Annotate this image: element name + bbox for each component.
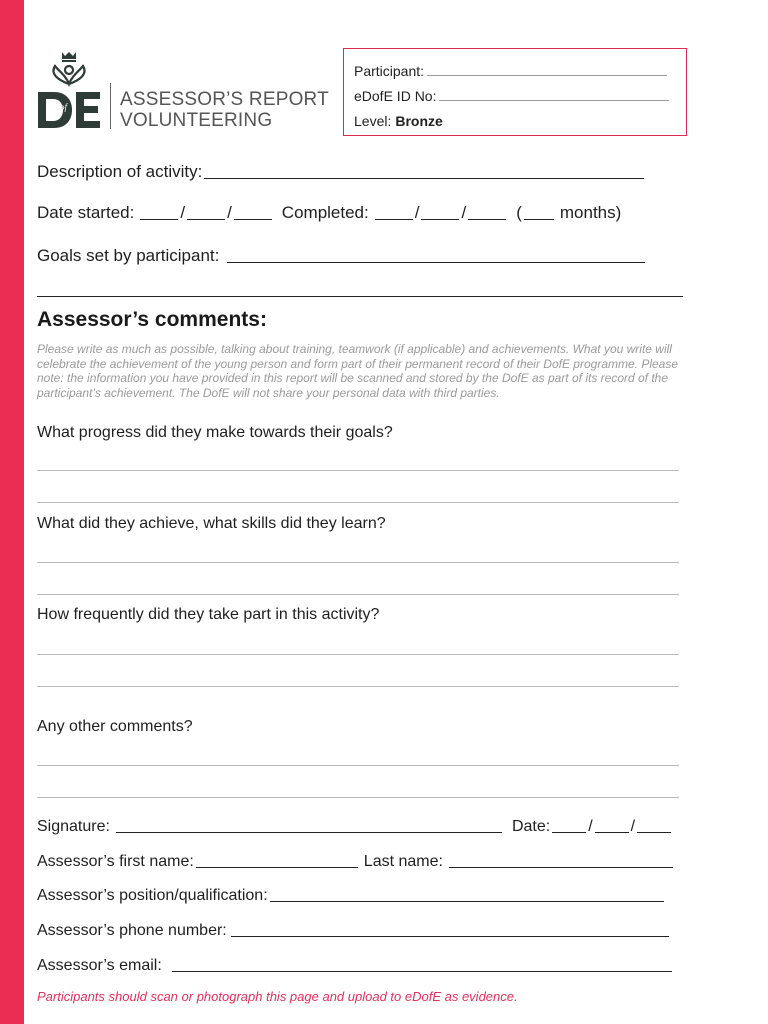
privacy-note: Please write as much as possible, talking about training, teamwork (if applicable) and achievements. What you write will celebrate the achievement of the young person and form part of their permanent record of their DofE programme. Please note: the information you have provided in this report will be scanned and stored by the DofE as part of its record of the participant’s achievement. The DofE will not share your personal data with third parties. bbox=[37, 342, 679, 400]
goals-field-line2[interactable] bbox=[37, 296, 683, 297]
answer-line[interactable] bbox=[37, 562, 679, 563]
level-label: Level: bbox=[354, 113, 392, 129]
goals-field[interactable] bbox=[227, 262, 645, 263]
phone-field[interactable] bbox=[231, 936, 669, 937]
date-separator: / bbox=[414, 203, 420, 222]
date-label: Date: bbox=[511, 818, 551, 835]
date-separator: / bbox=[461, 203, 467, 222]
accent-sidebar bbox=[0, 0, 24, 1024]
report-title bbox=[120, 89, 329, 131]
signature-date-year[interactable] bbox=[637, 832, 671, 833]
participant-field[interactable] bbox=[427, 75, 667, 76]
date-started-year[interactable] bbox=[234, 219, 272, 220]
question-frequency: How frequently did they take part in this activity? bbox=[37, 606, 380, 623]
completed-label: Completed: bbox=[281, 203, 369, 222]
assessor-comments-heading: Assessor’s comments: bbox=[37, 308, 267, 331]
email-label: Assessor’s email: bbox=[37, 957, 162, 974]
months-field[interactable] bbox=[524, 219, 554, 220]
phone-row bbox=[37, 922, 671, 940]
date-separator: / bbox=[227, 203, 232, 222]
names-row bbox=[37, 853, 675, 871]
report-title-line1: ASSESSOR’S REPORT bbox=[120, 89, 329, 110]
position-label: Assessor’s position/qualification: bbox=[37, 887, 268, 904]
edofe-id-field[interactable] bbox=[439, 100, 669, 101]
answer-line[interactable] bbox=[37, 594, 679, 595]
position-row bbox=[37, 887, 666, 905]
date-started-day[interactable] bbox=[140, 219, 178, 220]
answer-line[interactable] bbox=[37, 654, 679, 655]
signature-date-month[interactable] bbox=[595, 832, 629, 833]
participant-label: Participant: bbox=[354, 63, 425, 79]
answer-line[interactable] bbox=[37, 765, 679, 766]
dofe-logo bbox=[36, 50, 102, 130]
last-name-label: Last name: bbox=[363, 853, 443, 870]
question-other: Any other comments? bbox=[37, 718, 193, 735]
date-started-month[interactable] bbox=[187, 219, 225, 220]
date-separator: / bbox=[180, 203, 186, 222]
signature-field[interactable] bbox=[116, 832, 502, 833]
edofe-id-label: eDofE ID No: bbox=[354, 88, 437, 104]
date-separator: / bbox=[630, 818, 636, 835]
report-title-line2: VOLUNTEERING bbox=[120, 110, 273, 131]
answer-line[interactable] bbox=[37, 797, 679, 798]
level-row bbox=[354, 113, 443, 129]
goals-row bbox=[37, 246, 647, 266]
footer-instruction: Participants should scan or photograph this page and upload to eDofE as evidence. bbox=[37, 989, 518, 1004]
description-field[interactable] bbox=[204, 178, 644, 179]
signature-row bbox=[37, 818, 673, 836]
first-name-label: Assessor’s first name: bbox=[37, 853, 194, 870]
date-started-label: Date started: bbox=[37, 203, 135, 222]
level-value: Bronze bbox=[395, 113, 443, 129]
completed-month[interactable] bbox=[421, 219, 459, 220]
dates-row bbox=[37, 203, 621, 223]
answer-line[interactable] bbox=[37, 686, 679, 687]
logo-divider bbox=[110, 83, 111, 129]
participant-info-box bbox=[343, 48, 687, 136]
question-achievements: What did they achieve, what skills did they learn? bbox=[37, 515, 386, 532]
email-row bbox=[37, 957, 674, 975]
answer-line[interactable] bbox=[37, 502, 679, 503]
edofe-id-row bbox=[354, 88, 669, 104]
months-open-paren: ( bbox=[516, 203, 522, 222]
phone-label: Assessor’s phone number: bbox=[37, 922, 227, 939]
completed-year[interactable] bbox=[468, 219, 506, 220]
email-field[interactable] bbox=[172, 971, 672, 972]
position-field[interactable] bbox=[270, 901, 664, 902]
description-label: Description of activity: bbox=[37, 162, 203, 181]
participant-row bbox=[354, 63, 667, 79]
answer-line[interactable] bbox=[37, 470, 679, 471]
first-name-field[interactable] bbox=[196, 867, 358, 868]
svg-text:of: of bbox=[60, 102, 68, 112]
months-label: months) bbox=[559, 203, 622, 222]
completed-day[interactable] bbox=[375, 219, 413, 220]
signature-date-day[interactable] bbox=[552, 832, 586, 833]
signature-label: Signature: bbox=[37, 818, 110, 835]
last-name-field[interactable] bbox=[449, 867, 673, 868]
description-row bbox=[37, 162, 646, 182]
date-separator: / bbox=[588, 818, 593, 835]
question-progress: What progress did they make towards their goals? bbox=[37, 424, 393, 441]
goals-label: Goals set by participant: bbox=[37, 246, 220, 265]
